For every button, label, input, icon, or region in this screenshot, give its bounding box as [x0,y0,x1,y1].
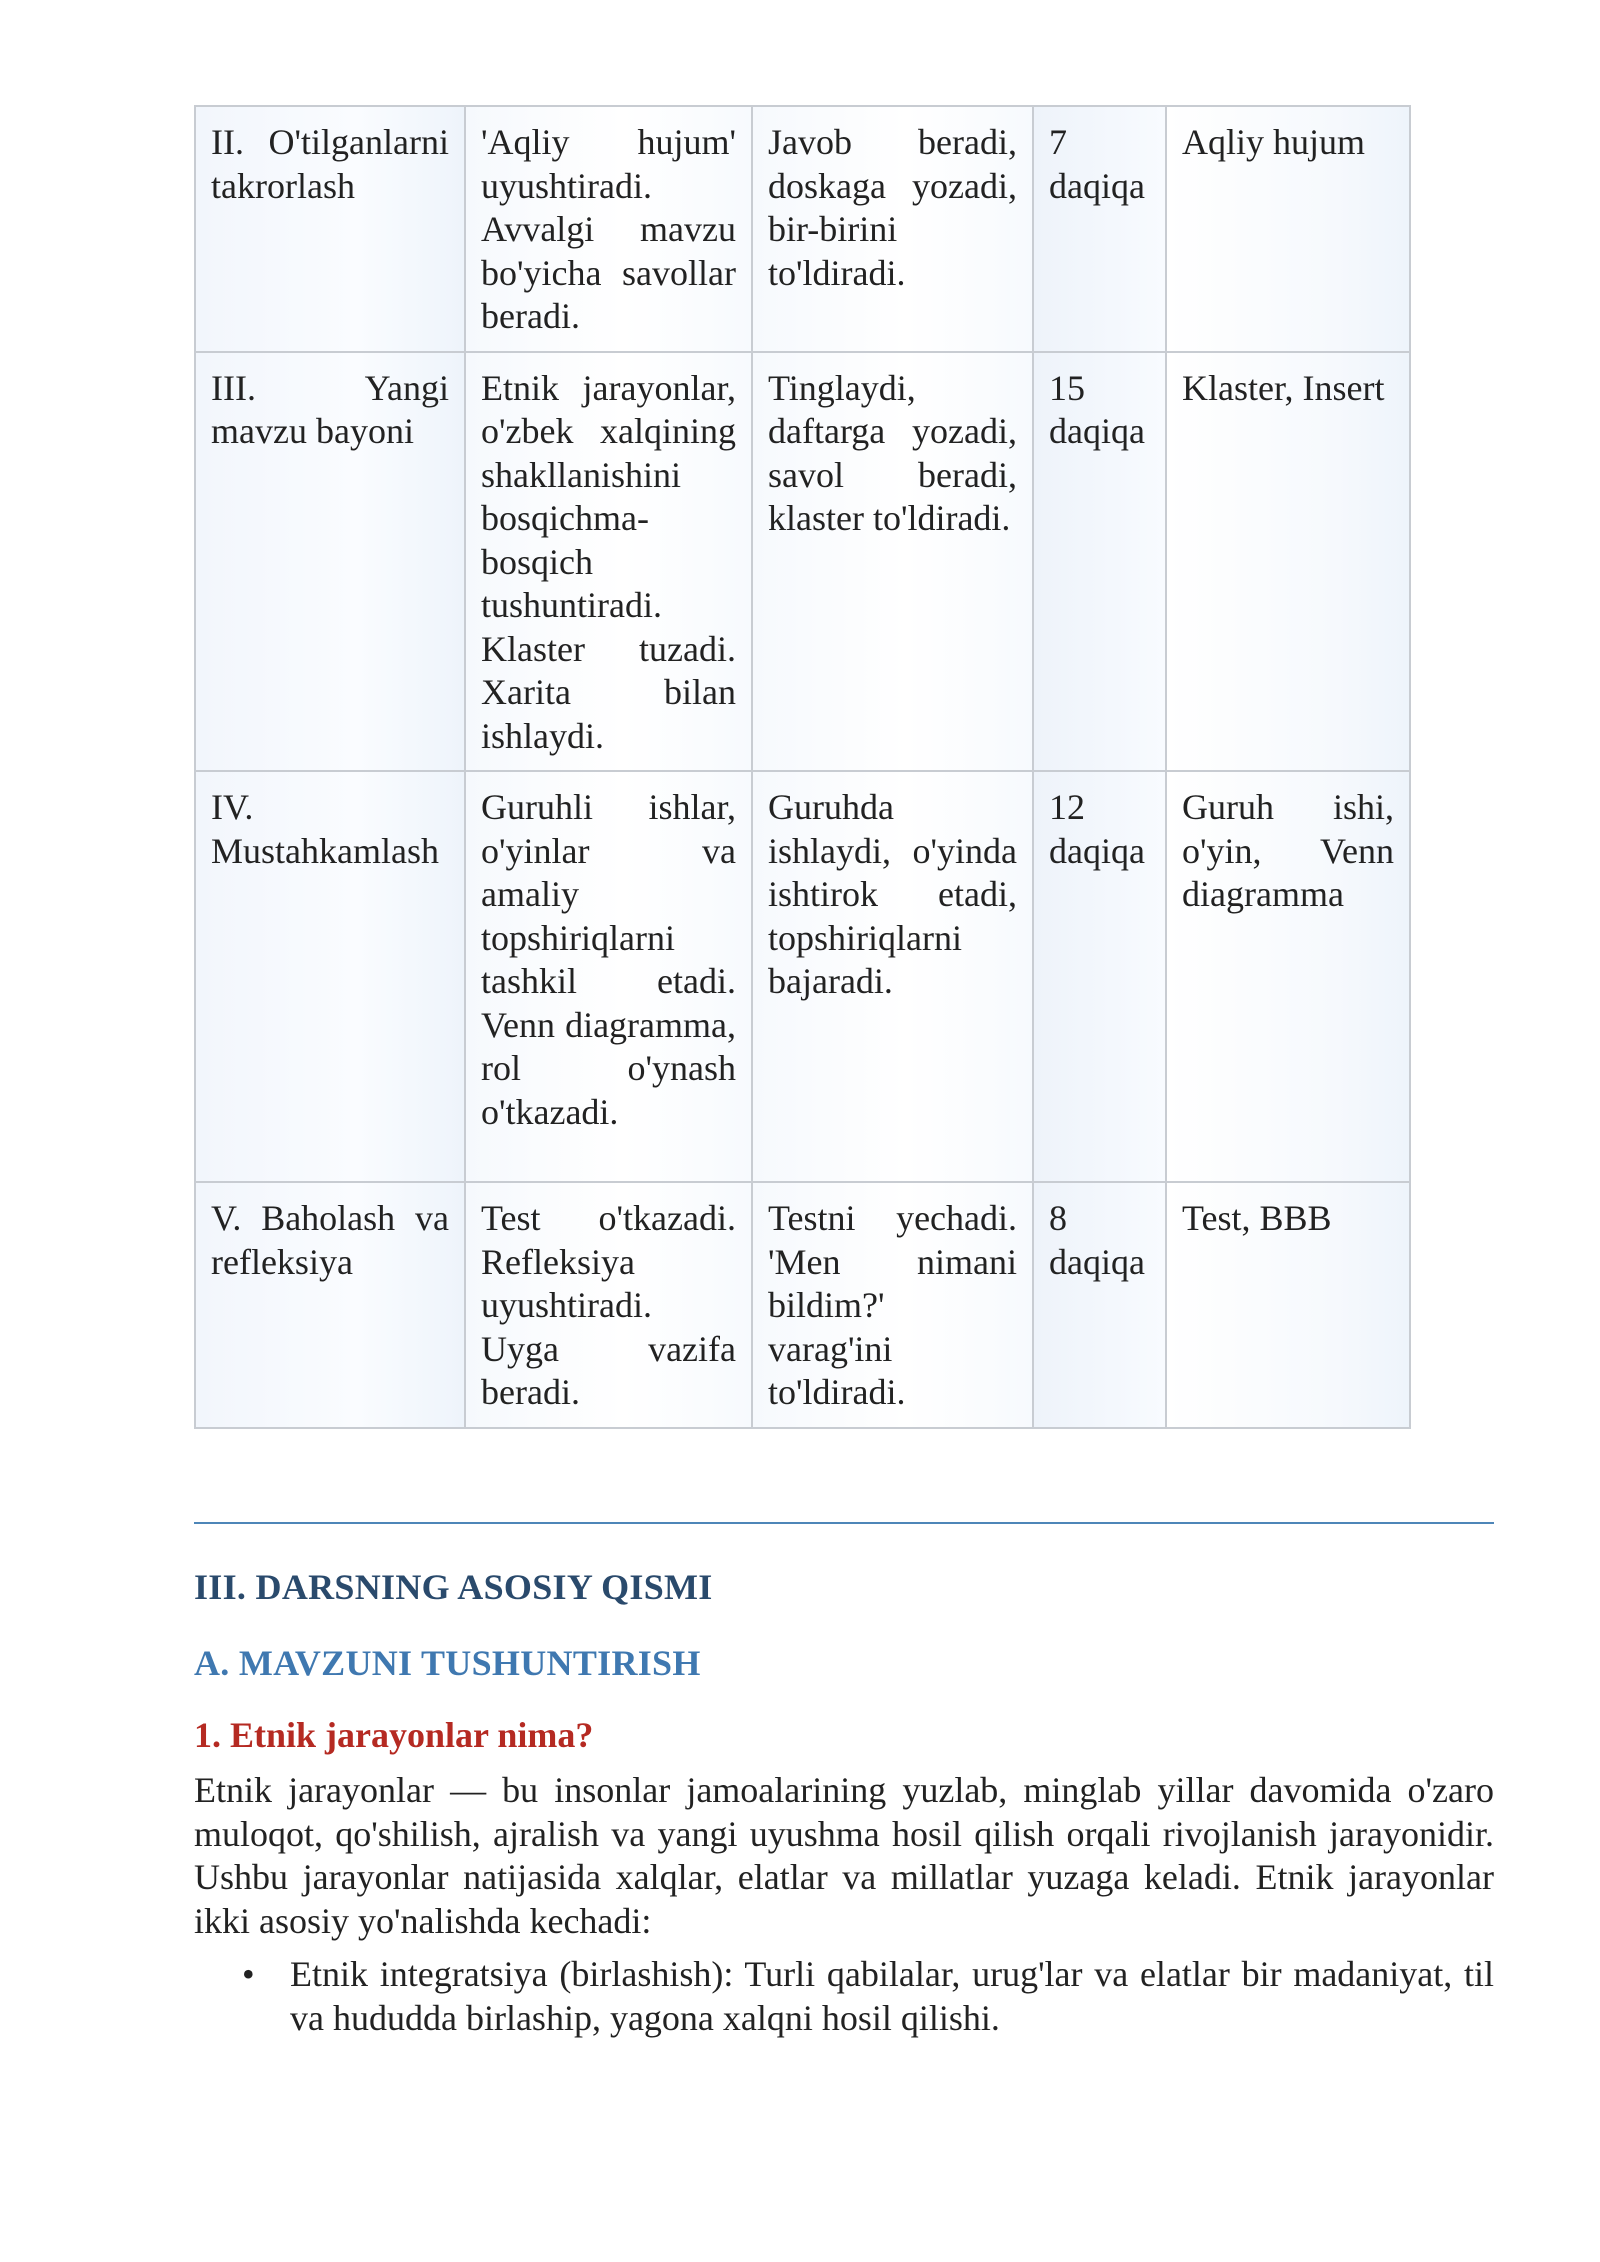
bullet-list [194,1953,1494,2040]
time-cell: 12 daqiqa [1033,771,1166,1182]
lesson-plan-table [194,105,1411,1429]
stage-cell: III. Yangi mavzu bayoni [195,352,465,772]
body-paragraph: Etnik jarayonlar — bu insonlar jamoalarining yuzlab, minglab yillar davomida o'zaro muloqot, qo'shilish, ajralish va yangi uyushma hosil qilish orqali rivojlanish jarayonidir. Ushbu jarayonlar natijasida xalqlar, elatlar va millatlar yuzaga keladi. Etnik jarayonlar ikki asosiy yo'nalishda kechadi: [194,1770,1494,1941]
student-activity-cell: Testni yechadi. 'Men nimani bildim?' varag'ini to'ldiradi. [752,1182,1033,1428]
method-cell: Aqliy hujum [1166,106,1410,352]
time-cell: 7 daqiqa [1033,106,1166,352]
time-cell: 8 daqiqa [1033,1182,1166,1428]
table-row [195,1182,1410,1428]
time-cell: 15 daqiqa [1033,352,1166,772]
method-cell: Klaster, Insert [1166,352,1410,772]
bullet-marker: • [242,1954,255,1994]
method-cell: Test, BBB [1166,1182,1410,1428]
teacher-activity-cell: 'Aqliy hujum' uyushtiradi. Avvalgi mavzu bo'yicha savollar beradi. [465,106,752,352]
teacher-activity-cell: Guruhli ishlar, o'yinlar va amaliy topshiriqlarni tashkil etadi. Venn diagramma, rol o'ynash o'tkazadi. [465,771,752,1182]
list-item-text: Etnik integratsiya (birlashish): Turli qabilalar, urug'lar va elatlar bir madaniyat, til va hududda birlaship, yagona xalqni hosil qilishi. [290,1954,1494,2038]
teacher-activity-cell: Etnik jarayonlar, o'zbek xalqining shakllanishini bosqichma-bosqich tushuntiradi. Klaster tuzadi. Xarita bilan ishlaydi. [465,352,752,772]
student-activity-cell: Tinglaydi, daftarga yozadi, savol beradi, klaster to'ldiradi. [752,352,1033,772]
table-row [195,352,1410,772]
question-heading: 1. Etnik jarayonlar nima? [194,1715,594,1755]
section-heading: III. DARSNING ASOSIY QISMI [194,1567,713,1607]
table-row [195,106,1410,352]
section-divider [194,1522,1494,1524]
stage-cell: V. Baholash va refleksiya [195,1182,465,1428]
list-item [194,1953,1494,2040]
stage-cell: II. O'tilganlarni takrorlash [195,106,465,352]
subsection-heading: A. MAVZUNI TUSHUNTIRISH [194,1643,701,1683]
table-row [195,771,1410,1182]
student-activity-cell: Guruhda ishlaydi, o'yinda ishtirok etadi, topshiriqlarni bajaradi. [752,771,1033,1182]
student-activity-cell: Javob beradi, doskaga yozadi, bir-birini to'ldiradi. [752,106,1033,352]
method-cell: Guruh ishi, o'yin, Venn diagramma [1166,771,1410,1182]
stage-cell: IV. Mustahkamlash [195,771,465,1182]
teacher-activity-cell: Test o'tkazadi. Refleksiya uyushtiradi. Uyga vazifa beradi. [465,1182,752,1428]
